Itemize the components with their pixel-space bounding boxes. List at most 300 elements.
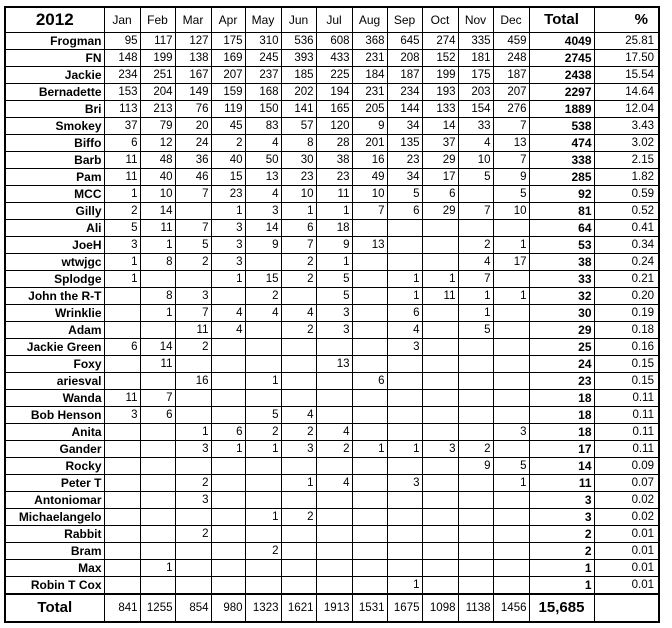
month-count-cell: 7 (140, 390, 175, 407)
month-count-cell (104, 288, 140, 305)
member-percent: 0.15 (594, 373, 659, 390)
month-total-cell: 980 (211, 594, 245, 622)
month-count-cell (352, 458, 387, 475)
month-count-cell: 3 (175, 441, 211, 458)
month-count-cell (422, 475, 458, 492)
month-count-cell: 37 (422, 135, 458, 152)
month-count-cell (387, 220, 422, 237)
month-count-cell: 1 (245, 441, 281, 458)
member-percent: 0.41 (594, 220, 659, 237)
total-header: Total (529, 7, 594, 33)
month-count-cell: 1 (104, 254, 140, 271)
month-count-cell: 187 (493, 67, 529, 84)
month-count-cell (245, 492, 281, 509)
month-count-cell: 18 (316, 220, 352, 237)
month-count-cell: 1 (245, 373, 281, 390)
month-count-cell: 175 (211, 33, 245, 50)
month-count-cell (458, 373, 493, 390)
month-count-cell (211, 339, 245, 356)
month-count-cell: 203 (458, 84, 493, 101)
table-row (5, 373, 659, 390)
month-header: Nov (458, 7, 493, 33)
month-count-cell: 1 (422, 271, 458, 288)
month-count-cell: 16 (175, 373, 211, 390)
month-count-cell: 1 (140, 237, 175, 254)
member-total: 474 (529, 135, 594, 152)
table-row (5, 186, 659, 203)
month-count-cell: 3 (316, 305, 352, 322)
month-count-cell: 138 (175, 50, 211, 67)
month-count-cell: 148 (104, 50, 140, 67)
month-count-cell: 144 (387, 101, 422, 118)
month-count-cell: 536 (281, 33, 316, 50)
month-count-cell: 11 (422, 288, 458, 305)
month-count-cell: 17 (493, 254, 529, 271)
month-count-cell (316, 458, 352, 475)
month-header: Jan (104, 7, 140, 33)
month-count-cell: 152 (422, 50, 458, 67)
month-count-cell (245, 458, 281, 475)
month-count-cell: 2 (458, 237, 493, 254)
month-count-cell: 201 (352, 135, 387, 152)
month-count-cell: 40 (140, 169, 175, 186)
month-count-cell (493, 356, 529, 373)
month-count-cell: 83 (245, 118, 281, 135)
month-count-cell: 2 (104, 203, 140, 220)
month-count-cell (387, 424, 422, 441)
month-count-cell: 10 (281, 186, 316, 203)
month-count-cell: 1 (352, 441, 387, 458)
month-count-cell (458, 492, 493, 509)
member-name: Foxy (5, 356, 104, 373)
month-count-cell (387, 356, 422, 373)
month-count-cell: 2 (245, 424, 281, 441)
month-count-cell: 234 (104, 67, 140, 84)
month-count-cell: 2 (281, 424, 316, 441)
month-count-cell (211, 288, 245, 305)
month-count-cell: 11 (104, 152, 140, 169)
month-count-cell: 127 (175, 33, 211, 50)
month-count-cell: 1 (281, 203, 316, 220)
month-count-cell: 276 (493, 101, 529, 118)
member-percent: 0.01 (594, 560, 659, 577)
month-count-cell: 4 (458, 254, 493, 271)
member-percent: 0.11 (594, 424, 659, 441)
month-count-cell: 5 (104, 220, 140, 237)
month-count-cell: 459 (493, 33, 529, 50)
month-count-cell: 204 (140, 84, 175, 101)
month-count-cell (387, 543, 422, 560)
month-count-cell: 2 (281, 509, 316, 526)
member-name: Ali (5, 220, 104, 237)
month-count-cell: 168 (245, 84, 281, 101)
month-count-cell: 23 (316, 169, 352, 186)
table-row (5, 237, 659, 254)
month-count-cell (104, 441, 140, 458)
member-percent: 0.07 (594, 475, 659, 492)
month-count-cell: 8 (140, 288, 175, 305)
month-count-cell: 2 (458, 441, 493, 458)
member-total: 25 (529, 339, 594, 356)
month-count-cell: 2 (281, 254, 316, 271)
month-count-cell (211, 577, 245, 595)
member-total: 11 (529, 475, 594, 492)
month-count-cell: 5 (493, 186, 529, 203)
month-count-cell: 2 (245, 543, 281, 560)
month-count-cell: 7 (352, 203, 387, 220)
month-total-cell: 1323 (245, 594, 281, 622)
table-row (5, 526, 659, 543)
month-count-cell: 10 (493, 203, 529, 220)
table-row (5, 560, 659, 577)
month-count-cell (281, 288, 316, 305)
month-header: Feb (140, 7, 175, 33)
table-row (5, 33, 659, 50)
member-name: Biffo (5, 135, 104, 152)
month-count-cell (281, 356, 316, 373)
month-count-cell (140, 441, 175, 458)
member-total: 14 (529, 458, 594, 475)
month-count-cell: 13 (245, 169, 281, 186)
member-name: Wrinklie (5, 305, 104, 322)
table-row (5, 101, 659, 118)
month-count-cell: 335 (458, 33, 493, 50)
month-count-cell: 7 (175, 186, 211, 203)
month-count-cell: 2 (175, 254, 211, 271)
month-count-cell (493, 577, 529, 595)
month-count-cell: 7 (493, 152, 529, 169)
month-count-cell: 1 (211, 203, 245, 220)
month-count-cell (352, 509, 387, 526)
month-header: Oct (422, 7, 458, 33)
month-count-cell: 7 (175, 305, 211, 322)
month-count-cell: 368 (352, 33, 387, 50)
month-count-cell (422, 509, 458, 526)
month-count-cell: 2 (245, 288, 281, 305)
member-name: Anita (5, 424, 104, 441)
member-percent: 0.01 (594, 577, 659, 595)
member-name: Rocky (5, 458, 104, 475)
month-count-cell (281, 458, 316, 475)
month-count-cell (493, 560, 529, 577)
month-count-cell: 7 (175, 220, 211, 237)
month-count-cell: 1 (104, 271, 140, 288)
month-count-cell: 14 (245, 220, 281, 237)
month-count-cell (387, 390, 422, 407)
month-count-cell: 185 (281, 67, 316, 84)
month-count-cell: 1 (281, 475, 316, 492)
month-count-cell (316, 390, 352, 407)
month-count-cell: 7 (493, 118, 529, 135)
month-count-cell: 10 (458, 152, 493, 169)
member-total: 18 (529, 390, 594, 407)
month-count-cell: 4 (211, 322, 245, 339)
member-percent: 0.19 (594, 305, 659, 322)
member-total: 2 (529, 526, 594, 543)
month-count-cell: 1 (458, 288, 493, 305)
month-count-cell (104, 356, 140, 373)
month-count-cell: 13 (316, 356, 352, 373)
month-count-cell (281, 339, 316, 356)
member-percent: 17.50 (594, 50, 659, 67)
month-count-cell (104, 424, 140, 441)
month-count-cell: 6 (387, 203, 422, 220)
member-percent: 0.21 (594, 271, 659, 288)
month-count-cell: 9 (493, 169, 529, 186)
month-count-cell: 3 (387, 339, 422, 356)
member-total: 1 (529, 560, 594, 577)
year-header: 2012 (5, 7, 104, 33)
month-count-cell (140, 526, 175, 543)
member-total: 17 (529, 441, 594, 458)
month-count-cell (104, 475, 140, 492)
month-count-cell (140, 509, 175, 526)
month-count-cell (352, 322, 387, 339)
month-count-cell (140, 475, 175, 492)
member-percent: 0.09 (594, 458, 659, 475)
month-total-cell: 1531 (352, 594, 387, 622)
member-total: 18 (529, 407, 594, 424)
table-row (5, 84, 659, 101)
month-count-cell (493, 339, 529, 356)
member-name: Michaelangelo (5, 509, 104, 526)
month-count-cell (352, 407, 387, 424)
member-percent: 1.82 (594, 169, 659, 186)
month-count-cell: 10 (140, 186, 175, 203)
member-name: Bernadette (5, 84, 104, 101)
month-count-cell (104, 305, 140, 322)
table-row (5, 271, 659, 288)
month-count-cell (245, 339, 281, 356)
month-count-cell (175, 577, 211, 595)
member-total: 33 (529, 271, 594, 288)
table-row (5, 288, 659, 305)
month-count-cell: 11 (140, 356, 175, 373)
month-count-cell: 113 (104, 101, 140, 118)
month-count-cell (316, 492, 352, 509)
month-count-cell: 4 (316, 424, 352, 441)
month-count-cell: 237 (245, 67, 281, 84)
month-count-cell: 5 (493, 458, 529, 475)
member-name: Bram (5, 543, 104, 560)
table-row (5, 50, 659, 67)
month-header: May (245, 7, 281, 33)
table-row (5, 407, 659, 424)
month-count-cell (211, 509, 245, 526)
month-count-cell: 8 (140, 254, 175, 271)
month-count-cell: 9 (316, 237, 352, 254)
month-count-cell: 199 (140, 50, 175, 67)
member-name: Antoniomar (5, 492, 104, 509)
month-count-cell (316, 373, 352, 390)
month-count-cell (352, 390, 387, 407)
month-count-cell (281, 526, 316, 543)
month-count-cell (422, 356, 458, 373)
member-percent: 0.52 (594, 203, 659, 220)
month-count-cell (140, 373, 175, 390)
month-count-cell: 1 (140, 560, 175, 577)
month-count-cell: 6 (422, 186, 458, 203)
month-count-cell: 2 (175, 526, 211, 543)
month-count-cell (458, 186, 493, 203)
month-count-cell: 45 (211, 118, 245, 135)
month-count-cell: 2 (211, 135, 245, 152)
table-row (5, 169, 659, 186)
month-count-cell: 225 (316, 67, 352, 84)
member-percent: 0.01 (594, 543, 659, 560)
month-count-cell (422, 339, 458, 356)
month-count-cell (422, 543, 458, 560)
month-count-cell (175, 560, 211, 577)
month-header: Dec (493, 7, 529, 33)
month-count-cell: 34 (387, 169, 422, 186)
table-row (5, 339, 659, 356)
month-count-cell: 4 (211, 305, 245, 322)
month-count-cell (458, 577, 493, 595)
month-count-cell: 30 (281, 152, 316, 169)
month-count-cell (422, 220, 458, 237)
month-count-cell (422, 492, 458, 509)
month-count-cell (175, 458, 211, 475)
member-name: John the R-T (5, 288, 104, 305)
month-count-cell (352, 305, 387, 322)
member-total: 3 (529, 509, 594, 526)
month-count-cell (211, 526, 245, 543)
member-name: Adam (5, 322, 104, 339)
month-count-cell (352, 560, 387, 577)
month-count-cell (422, 390, 458, 407)
month-count-cell: 120 (316, 118, 352, 135)
posts-table (4, 6, 660, 623)
month-count-cell (493, 390, 529, 407)
month-count-cell (387, 526, 422, 543)
month-count-cell (458, 339, 493, 356)
month-count-cell (352, 339, 387, 356)
month-count-cell: 159 (211, 84, 245, 101)
month-count-cell: 34 (387, 118, 422, 135)
month-count-cell (281, 560, 316, 577)
member-total: 53 (529, 237, 594, 254)
month-count-cell: 5 (316, 288, 352, 305)
month-count-cell: 153 (104, 84, 140, 101)
month-count-cell: 6 (104, 135, 140, 152)
member-total: 18 (529, 424, 594, 441)
month-total-cell: 1675 (387, 594, 422, 622)
member-percent: 0.02 (594, 492, 659, 509)
month-count-cell: 28 (316, 135, 352, 152)
month-count-cell: 2 (175, 339, 211, 356)
month-count-cell: 199 (422, 67, 458, 84)
month-count-cell: 7 (458, 203, 493, 220)
month-count-cell (352, 271, 387, 288)
month-total-cell: 1255 (140, 594, 175, 622)
month-count-cell (175, 509, 211, 526)
month-count-cell: 50 (245, 152, 281, 169)
month-count-cell: 1 (387, 577, 422, 595)
month-count-cell: 1 (493, 475, 529, 492)
month-count-cell: 3 (316, 322, 352, 339)
month-count-cell: 231 (352, 84, 387, 101)
month-count-cell (281, 373, 316, 390)
month-count-cell: 5 (316, 271, 352, 288)
month-count-cell: 1 (387, 288, 422, 305)
month-count-cell: 11 (316, 186, 352, 203)
member-percent: 0.20 (594, 288, 659, 305)
month-count-cell (211, 407, 245, 424)
month-count-cell: 24 (175, 135, 211, 152)
month-count-cell: 6 (104, 339, 140, 356)
member-total: 81 (529, 203, 594, 220)
table-row (5, 305, 659, 322)
month-count-cell: 15 (211, 169, 245, 186)
month-count-cell: 3 (493, 424, 529, 441)
month-count-cell (316, 577, 352, 595)
table-row (5, 475, 659, 492)
month-count-cell (352, 577, 387, 595)
month-count-cell (281, 543, 316, 560)
month-count-cell: 187 (387, 67, 422, 84)
table-header (5, 7, 659, 33)
month-count-cell (104, 492, 140, 509)
month-count-cell (352, 543, 387, 560)
member-percent: 14.64 (594, 84, 659, 101)
month-count-cell: 16 (352, 152, 387, 169)
month-count-cell: 3 (175, 492, 211, 509)
member-name: wtwjgc (5, 254, 104, 271)
member-name: Frogman (5, 33, 104, 50)
grand-total-label: Total (5, 594, 104, 622)
month-count-cell: 1 (175, 424, 211, 441)
month-count-cell: 193 (422, 84, 458, 101)
month-count-cell: 38 (316, 152, 352, 169)
month-count-cell (104, 560, 140, 577)
member-total: 4049 (529, 33, 594, 50)
month-count-cell: 14 (140, 339, 175, 356)
month-count-cell: 49 (352, 169, 387, 186)
month-count-cell: 117 (140, 33, 175, 50)
table-row (5, 441, 659, 458)
month-count-cell: 9 (245, 237, 281, 254)
month-count-cell: 95 (104, 33, 140, 50)
month-count-cell (104, 543, 140, 560)
month-count-cell (245, 254, 281, 271)
month-count-cell (104, 509, 140, 526)
member-total: 2745 (529, 50, 594, 67)
month-count-cell (493, 271, 529, 288)
month-count-cell: 11 (104, 390, 140, 407)
month-count-cell: 76 (175, 101, 211, 118)
month-count-cell (387, 509, 422, 526)
month-count-cell: 29 (422, 203, 458, 220)
member-name: Rabbit (5, 526, 104, 543)
month-count-cell: 23 (387, 152, 422, 169)
month-count-cell (493, 220, 529, 237)
month-count-cell: 141 (281, 101, 316, 118)
month-count-cell: 2 (316, 441, 352, 458)
grand-total-value: 15,685 (529, 594, 594, 622)
member-percent: 3.43 (594, 118, 659, 135)
month-count-cell: 154 (458, 101, 493, 118)
month-count-cell (140, 424, 175, 441)
month-count-cell (245, 526, 281, 543)
month-count-cell (352, 424, 387, 441)
month-count-cell (352, 356, 387, 373)
month-total-cell: 1456 (493, 594, 529, 622)
month-count-cell (140, 271, 175, 288)
month-count-cell (245, 577, 281, 595)
member-name: Max (5, 560, 104, 577)
month-count-cell (387, 560, 422, 577)
